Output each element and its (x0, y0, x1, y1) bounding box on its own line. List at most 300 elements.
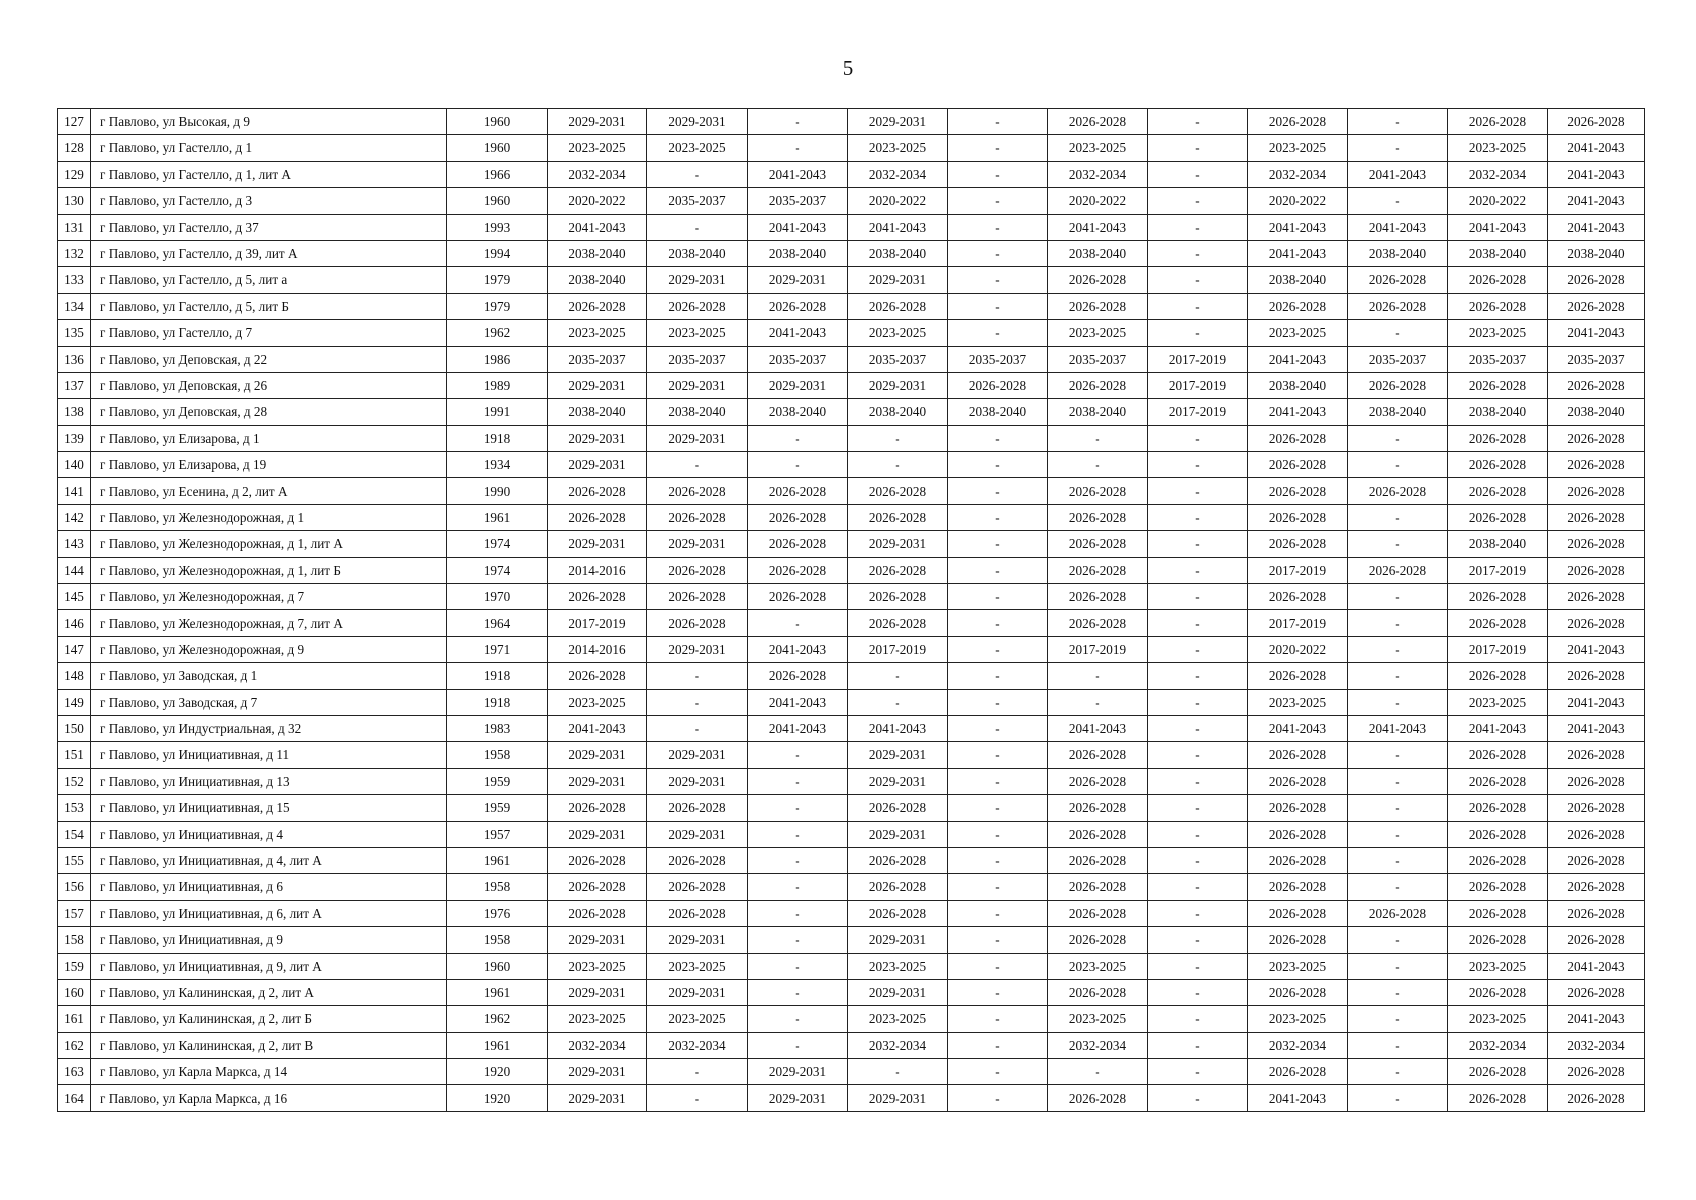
build-year-cell: 1993 (447, 214, 548, 240)
repair-period-9-cell: - (1348, 663, 1448, 689)
repair-period-4-cell: 2020-2022 (848, 188, 948, 214)
address-cell: г Павлово, ул Железнодорожная, д 9 (91, 636, 447, 662)
repair-period-9-cell: - (1348, 927, 1448, 953)
repair-period-10-cell: 2026-2028 (1448, 372, 1548, 398)
repair-period-8-cell: 2041-2043 (1248, 214, 1348, 240)
address-cell: г Павлово, ул Гастелло, д 5, лит а (91, 267, 447, 293)
repair-period-4-cell: 2041-2043 (848, 214, 948, 240)
repair-period-10-cell: 2038-2040 (1448, 531, 1548, 557)
repair-period-10-cell: 2041-2043 (1448, 715, 1548, 741)
repair-period-3-cell: 2041-2043 (748, 161, 848, 187)
repair-period-9-cell: - (1348, 1059, 1448, 1085)
repair-period-7-cell: - (1148, 478, 1248, 504)
repair-period-6-cell: 2023-2025 (1048, 1006, 1148, 1032)
repair-period-6-cell: - (1048, 689, 1148, 715)
repair-period-6-cell: 2023-2025 (1048, 953, 1148, 979)
repair-period-6-cell: 2026-2028 (1048, 293, 1148, 319)
row-number-cell: 146 (58, 610, 91, 636)
repair-period-10-cell: 2032-2034 (1448, 1032, 1548, 1058)
address-cell: г Павлово, ул Есенина, д 2, лит А (91, 478, 447, 504)
repair-period-3-cell: - (748, 1032, 848, 1058)
repair-period-1-cell: 2026-2028 (548, 584, 647, 610)
address-cell: г Павлово, ул Инициативная, д 6 (91, 874, 447, 900)
table-row (58, 1085, 1645, 1111)
repair-period-4-cell: 2041-2043 (848, 715, 948, 741)
repair-period-4-cell: - (848, 452, 948, 478)
repair-period-5-cell: - (948, 452, 1048, 478)
table-row (58, 742, 1645, 768)
repair-period-10-cell: 2032-2034 (1448, 161, 1548, 187)
repair-period-2-cell: 2023-2025 (647, 1006, 748, 1032)
repair-period-11-cell: 2026-2028 (1548, 531, 1645, 557)
repair-period-2-cell: 2026-2028 (647, 504, 748, 530)
repair-period-10-cell: 2026-2028 (1448, 425, 1548, 451)
repair-period-6-cell: 2026-2028 (1048, 900, 1148, 926)
repair-period-3-cell: - (748, 900, 848, 926)
repair-period-9-cell: - (1348, 953, 1448, 979)
repair-period-6-cell: 2041-2043 (1048, 715, 1148, 741)
table-row (58, 1059, 1645, 1085)
repair-period-11-cell: 2026-2028 (1548, 109, 1645, 135)
repair-period-1-cell: 2032-2034 (548, 161, 647, 187)
repair-period-1-cell: 2029-2031 (548, 742, 647, 768)
repair-period-3-cell: 2029-2031 (748, 1059, 848, 1085)
address-cell: г Павлово, ул Железнодорожная, д 7, лит А (91, 610, 447, 636)
address-cell: г Павлово, ул Инициативная, д 13 (91, 768, 447, 794)
repair-period-1-cell: 2029-2031 (548, 452, 647, 478)
repair-period-1-cell: 2041-2043 (548, 214, 647, 240)
repair-period-4-cell: 2029-2031 (848, 109, 948, 135)
build-year-cell: 1918 (447, 689, 548, 715)
build-year-cell: 1961 (447, 979, 548, 1005)
repair-period-1-cell: 2029-2031 (548, 927, 647, 953)
repair-period-1-cell: 2029-2031 (548, 425, 647, 451)
address-cell: г Павлово, ул Заводская, д 7 (91, 689, 447, 715)
repair-period-8-cell: 2026-2028 (1248, 847, 1348, 873)
address-cell: г Павлово, ул Елизарова, д 19 (91, 452, 447, 478)
repair-period-8-cell: 2026-2028 (1248, 900, 1348, 926)
repair-period-1-cell: 2029-2031 (548, 768, 647, 794)
table-row (58, 874, 1645, 900)
repair-period-4-cell: 2029-2031 (848, 821, 948, 847)
repair-period-7-cell: - (1148, 610, 1248, 636)
table-row (58, 900, 1645, 926)
repair-period-3-cell: 2041-2043 (748, 689, 848, 715)
repair-period-10-cell: 2023-2025 (1448, 320, 1548, 346)
row-number-cell: 138 (58, 399, 91, 425)
table-row (58, 847, 1645, 873)
repair-period-5-cell: - (948, 135, 1048, 161)
row-number-cell: 140 (58, 452, 91, 478)
repair-period-4-cell: 2026-2028 (848, 874, 948, 900)
build-year-cell: 1974 (447, 531, 548, 557)
repair-period-5-cell: - (948, 715, 1048, 741)
table-row (58, 214, 1645, 240)
repair-period-3-cell: 2026-2028 (748, 478, 848, 504)
address-cell: г Павлово, ул Заводская, д 1 (91, 663, 447, 689)
repair-period-3-cell: - (748, 610, 848, 636)
address-cell: г Павлово, ул Калининская, д 2, лит В (91, 1032, 447, 1058)
repair-period-7-cell: - (1148, 742, 1248, 768)
repair-period-4-cell: 2023-2025 (848, 135, 948, 161)
repair-period-3-cell: - (748, 742, 848, 768)
repair-period-6-cell: 2026-2028 (1048, 742, 1148, 768)
build-year-cell: 1959 (447, 768, 548, 794)
repair-period-2-cell: 2029-2031 (647, 768, 748, 794)
build-year-cell: 1976 (447, 900, 548, 926)
repair-period-10-cell: 2026-2028 (1448, 452, 1548, 478)
repair-period-10-cell: 2026-2028 (1448, 1059, 1548, 1085)
address-cell: г Павлово, ул Деповская, д 22 (91, 346, 447, 372)
repair-period-6-cell: 2017-2019 (1048, 636, 1148, 662)
repair-period-4-cell: 2029-2031 (848, 267, 948, 293)
repair-period-8-cell: 2026-2028 (1248, 109, 1348, 135)
repair-period-1-cell: 2038-2040 (548, 240, 647, 266)
address-cell: г Павлово, ул Инициативная, д 11 (91, 742, 447, 768)
repair-period-2-cell: 2029-2031 (647, 979, 748, 1005)
repair-period-1-cell: 2035-2037 (548, 346, 647, 372)
repair-period-7-cell: - (1148, 874, 1248, 900)
row-number-cell: 156 (58, 874, 91, 900)
repair-period-10-cell: 2026-2028 (1448, 927, 1548, 953)
repair-period-9-cell: - (1348, 1032, 1448, 1058)
repair-period-5-cell: 2035-2037 (948, 346, 1048, 372)
row-number-cell: 152 (58, 768, 91, 794)
address-cell: г Павлово, ул Железнодорожная, д 1, лит А (91, 531, 447, 557)
table-row (58, 953, 1645, 979)
repair-period-9-cell: - (1348, 188, 1448, 214)
table-row (58, 293, 1645, 319)
repair-period-10-cell: 2026-2028 (1448, 768, 1548, 794)
repair-period-5-cell: - (948, 293, 1048, 319)
repair-period-4-cell: 2029-2031 (848, 979, 948, 1005)
repair-period-3-cell: 2041-2043 (748, 715, 848, 741)
repair-period-4-cell: 2026-2028 (848, 795, 948, 821)
repair-period-5-cell: - (948, 874, 1048, 900)
repair-period-8-cell: 2032-2034 (1248, 161, 1348, 187)
repair-period-10-cell: 2026-2028 (1448, 109, 1548, 135)
repair-period-10-cell: 2026-2028 (1448, 478, 1548, 504)
repair-period-9-cell: - (1348, 847, 1448, 873)
repair-period-6-cell: 2026-2028 (1048, 109, 1148, 135)
repair-period-11-cell: 2026-2028 (1548, 425, 1645, 451)
repair-period-4-cell: 2029-2031 (848, 768, 948, 794)
table-row (58, 531, 1645, 557)
repair-period-7-cell: - (1148, 267, 1248, 293)
repair-period-2-cell: - (647, 452, 748, 478)
repair-period-6-cell: 2026-2028 (1048, 1085, 1148, 1111)
repair-period-9-cell: - (1348, 452, 1448, 478)
repair-period-8-cell: 2041-2043 (1248, 346, 1348, 372)
row-number-cell: 150 (58, 715, 91, 741)
address-cell: г Павлово, ул Елизарова, д 1 (91, 425, 447, 451)
repair-period-7-cell: - (1148, 636, 1248, 662)
repair-period-7-cell: - (1148, 900, 1248, 926)
repair-period-7-cell: - (1148, 768, 1248, 794)
repair-period-11-cell: 2026-2028 (1548, 478, 1645, 504)
repair-period-8-cell: 2038-2040 (1248, 267, 1348, 293)
repair-period-8-cell: 2023-2025 (1248, 135, 1348, 161)
repair-period-7-cell: 2017-2019 (1148, 399, 1248, 425)
row-number-cell: 148 (58, 663, 91, 689)
repair-period-2-cell: 2038-2040 (647, 399, 748, 425)
repair-period-9-cell: 2038-2040 (1348, 399, 1448, 425)
repair-period-5-cell: - (948, 1006, 1048, 1032)
repair-period-7-cell: - (1148, 715, 1248, 741)
repair-period-6-cell: 2026-2028 (1048, 531, 1148, 557)
repair-period-2-cell: 2029-2031 (647, 109, 748, 135)
repair-period-8-cell: 2026-2028 (1248, 874, 1348, 900)
repair-period-7-cell: - (1148, 689, 1248, 715)
row-number-cell: 141 (58, 478, 91, 504)
repair-period-1-cell: 2041-2043 (548, 715, 647, 741)
repair-period-7-cell: - (1148, 188, 1248, 214)
repair-period-10-cell: 2026-2028 (1448, 584, 1548, 610)
repair-period-11-cell: 2026-2028 (1548, 584, 1645, 610)
repair-period-1-cell: 2029-2031 (548, 1059, 647, 1085)
repair-period-8-cell: 2026-2028 (1248, 1059, 1348, 1085)
repair-period-3-cell: 2038-2040 (748, 240, 848, 266)
repair-period-6-cell: 2026-2028 (1048, 979, 1148, 1005)
repair-period-5-cell: - (948, 795, 1048, 821)
repair-period-7-cell: - (1148, 161, 1248, 187)
repair-period-1-cell: 2023-2025 (548, 953, 647, 979)
repair-period-9-cell: 2041-2043 (1348, 214, 1448, 240)
repair-period-8-cell: 2041-2043 (1248, 399, 1348, 425)
build-year-cell: 1989 (447, 372, 548, 398)
repair-period-9-cell: 2026-2028 (1348, 372, 1448, 398)
address-cell: г Павлово, ул Инициативная, д 6, лит А (91, 900, 447, 926)
repair-period-9-cell: - (1348, 610, 1448, 636)
row-number-cell: 144 (58, 557, 91, 583)
repair-period-8-cell: 2020-2022 (1248, 188, 1348, 214)
repair-period-6-cell: 2020-2022 (1048, 188, 1148, 214)
row-number-cell: 131 (58, 214, 91, 240)
repair-period-7-cell: - (1148, 953, 1248, 979)
row-number-cell: 149 (58, 689, 91, 715)
repair-period-11-cell: 2026-2028 (1548, 847, 1645, 873)
repair-period-4-cell: 2032-2034 (848, 1032, 948, 1058)
table-row (58, 452, 1645, 478)
repair-period-2-cell: - (647, 689, 748, 715)
repair-period-2-cell: 2029-2031 (647, 267, 748, 293)
build-year-cell: 1962 (447, 1006, 548, 1032)
repair-period-8-cell: 2026-2028 (1248, 293, 1348, 319)
repair-period-11-cell: 2026-2028 (1548, 768, 1645, 794)
build-year-cell: 1961 (447, 847, 548, 873)
table-row (58, 478, 1645, 504)
repair-period-7-cell: - (1148, 1032, 1248, 1058)
build-year-cell: 1957 (447, 821, 548, 847)
repair-period-6-cell: 2026-2028 (1048, 584, 1148, 610)
address-cell: г Павлово, ул Калининская, д 2, лит Б (91, 1006, 447, 1032)
repair-period-1-cell: 2026-2028 (548, 663, 647, 689)
repair-period-8-cell: 2023-2025 (1248, 1006, 1348, 1032)
row-number-cell: 162 (58, 1032, 91, 1058)
repair-period-9-cell: - (1348, 636, 1448, 662)
repair-period-9-cell: 2026-2028 (1348, 900, 1448, 926)
repair-period-11-cell: 2026-2028 (1548, 821, 1645, 847)
repair-period-5-cell: - (948, 584, 1048, 610)
build-year-cell: 1991 (447, 399, 548, 425)
repair-period-4-cell: - (848, 425, 948, 451)
table-row (58, 425, 1645, 451)
repair-period-4-cell: 2038-2040 (848, 399, 948, 425)
repair-period-6-cell: - (1048, 663, 1148, 689)
repair-period-2-cell: 2032-2034 (647, 1032, 748, 1058)
repair-period-1-cell: 2038-2040 (548, 399, 647, 425)
repair-period-10-cell: 2026-2028 (1448, 293, 1548, 319)
repair-period-11-cell: 2026-2028 (1548, 504, 1645, 530)
build-year-cell: 1971 (447, 636, 548, 662)
repair-period-5-cell: - (948, 478, 1048, 504)
repair-period-7-cell: - (1148, 795, 1248, 821)
repair-period-4-cell: 2026-2028 (848, 293, 948, 319)
repair-period-2-cell: 2026-2028 (647, 557, 748, 583)
repair-period-6-cell: 2026-2028 (1048, 821, 1148, 847)
table-row (58, 1032, 1645, 1058)
repair-period-8-cell: 2026-2028 (1248, 504, 1348, 530)
repair-period-2-cell: 2029-2031 (647, 821, 748, 847)
repair-period-4-cell: 2026-2028 (848, 900, 948, 926)
table-row (58, 768, 1645, 794)
repair-period-6-cell: 2023-2025 (1048, 135, 1148, 161)
repair-period-5-cell: - (948, 636, 1048, 662)
repair-period-11-cell: 2026-2028 (1548, 372, 1645, 398)
table-row (58, 320, 1645, 346)
repair-period-9-cell: - (1348, 795, 1448, 821)
repair-period-8-cell: 2026-2028 (1248, 452, 1348, 478)
repair-period-8-cell: 2026-2028 (1248, 425, 1348, 451)
repair-period-1-cell: 2029-2031 (548, 372, 647, 398)
repair-period-3-cell: 2041-2043 (748, 214, 848, 240)
address-cell: г Павлово, ул Гастелло, д 5, лит Б (91, 293, 447, 319)
build-year-cell: 1960 (447, 109, 548, 135)
repair-period-4-cell: 2035-2037 (848, 346, 948, 372)
repair-period-5-cell: - (948, 663, 1048, 689)
build-year-cell: 1961 (447, 504, 548, 530)
table-body (58, 109, 1645, 1112)
table-row (58, 240, 1645, 266)
table-row (58, 346, 1645, 372)
repair-period-3-cell: 2038-2040 (748, 399, 848, 425)
repair-period-3-cell: - (748, 425, 848, 451)
repair-period-11-cell: 2041-2043 (1548, 320, 1645, 346)
repair-period-5-cell: - (948, 557, 1048, 583)
build-year-cell: 1918 (447, 425, 548, 451)
repair-period-6-cell: 2035-2037 (1048, 346, 1148, 372)
repair-period-4-cell: 2032-2034 (848, 161, 948, 187)
repair-period-10-cell: 2023-2025 (1448, 135, 1548, 161)
repair-period-7-cell: - (1148, 504, 1248, 530)
repair-period-6-cell: 2026-2028 (1048, 557, 1148, 583)
repair-period-3-cell: - (748, 768, 848, 794)
repair-period-7-cell: - (1148, 135, 1248, 161)
repair-period-3-cell: 2041-2043 (748, 320, 848, 346)
repair-period-10-cell: 2038-2040 (1448, 240, 1548, 266)
repair-period-11-cell: 2041-2043 (1548, 188, 1645, 214)
repair-period-8-cell: 2026-2028 (1248, 531, 1348, 557)
repair-period-11-cell: 2032-2034 (1548, 1032, 1645, 1058)
row-number-cell: 153 (58, 795, 91, 821)
repair-period-10-cell: 2017-2019 (1448, 557, 1548, 583)
repair-period-9-cell: - (1348, 874, 1448, 900)
build-year-cell: 1994 (447, 240, 548, 266)
repair-period-4-cell: 2026-2028 (848, 584, 948, 610)
repair-period-2-cell: 2035-2037 (647, 346, 748, 372)
repair-period-3-cell: 2029-2031 (748, 1085, 848, 1111)
repair-period-2-cell: 2029-2031 (647, 425, 748, 451)
repair-period-6-cell: 2032-2034 (1048, 161, 1148, 187)
repair-period-7-cell: - (1148, 1059, 1248, 1085)
repair-period-6-cell: - (1048, 425, 1148, 451)
repair-period-4-cell: 2029-2031 (848, 742, 948, 768)
repair-period-8-cell: 2026-2028 (1248, 821, 1348, 847)
repair-period-11-cell: 2026-2028 (1548, 742, 1645, 768)
repair-period-3-cell: - (748, 874, 848, 900)
build-year-cell: 1960 (447, 188, 548, 214)
repair-period-5-cell: - (948, 610, 1048, 636)
repair-period-4-cell: - (848, 689, 948, 715)
repair-period-9-cell: - (1348, 768, 1448, 794)
repair-period-7-cell: - (1148, 979, 1248, 1005)
repair-period-4-cell: - (848, 1059, 948, 1085)
repair-period-10-cell: 2035-2037 (1448, 346, 1548, 372)
table-row (58, 584, 1645, 610)
repair-period-11-cell: 2041-2043 (1548, 1006, 1645, 1032)
build-year-cell: 1970 (447, 584, 548, 610)
address-cell: г Павлово, ул Гастелло, д 1, лит А (91, 161, 447, 187)
repair-period-1-cell: 2026-2028 (548, 478, 647, 504)
repair-period-9-cell: 2026-2028 (1348, 478, 1448, 504)
repair-period-2-cell: 2026-2028 (647, 847, 748, 873)
repair-period-3-cell: - (748, 1006, 848, 1032)
build-year-cell: 1958 (447, 742, 548, 768)
repair-period-7-cell: - (1148, 452, 1248, 478)
repair-period-5-cell: - (948, 109, 1048, 135)
repair-period-10-cell: 2026-2028 (1448, 1085, 1548, 1111)
repair-period-11-cell: 2041-2043 (1548, 214, 1645, 240)
repair-period-10-cell: 2026-2028 (1448, 795, 1548, 821)
row-number-cell: 151 (58, 742, 91, 768)
repair-period-7-cell: - (1148, 425, 1248, 451)
repair-period-1-cell: 2026-2028 (548, 504, 647, 530)
repair-period-8-cell: 2020-2022 (1248, 636, 1348, 662)
repair-period-5-cell: - (948, 161, 1048, 187)
repair-period-5-cell: - (948, 927, 1048, 953)
repair-period-9-cell: - (1348, 425, 1448, 451)
build-year-cell: 1959 (447, 795, 548, 821)
repair-period-1-cell: 2026-2028 (548, 847, 647, 873)
repair-period-11-cell: 2026-2028 (1548, 900, 1645, 926)
repair-period-8-cell: 2041-2043 (1248, 715, 1348, 741)
repair-period-2-cell: 2023-2025 (647, 953, 748, 979)
repair-period-3-cell: - (748, 135, 848, 161)
repair-period-3-cell: - (748, 979, 848, 1005)
repair-period-4-cell: 2026-2028 (848, 478, 948, 504)
repair-period-10-cell: 2023-2025 (1448, 1006, 1548, 1032)
table-row (58, 399, 1645, 425)
repair-period-5-cell: - (948, 320, 1048, 346)
repair-period-1-cell: 2023-2025 (548, 689, 647, 715)
row-number-cell: 163 (58, 1059, 91, 1085)
repair-period-11-cell: 2026-2028 (1548, 1085, 1645, 1111)
repair-period-7-cell: - (1148, 927, 1248, 953)
repair-period-10-cell: 2026-2028 (1448, 979, 1548, 1005)
repair-period-8-cell: 2041-2043 (1248, 1085, 1348, 1111)
repair-period-9-cell: - (1348, 1085, 1448, 1111)
repair-period-1-cell: 2026-2028 (548, 293, 647, 319)
